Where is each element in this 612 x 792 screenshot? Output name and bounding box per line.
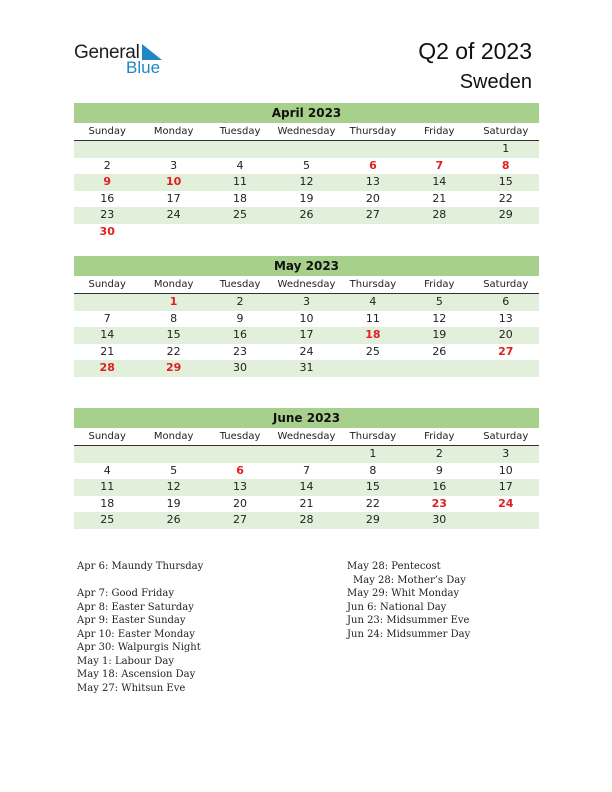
weekday-header-row bbox=[74, 123, 539, 141]
day-cell bbox=[140, 141, 206, 158]
day-cell: 30 bbox=[233, 361, 248, 375]
day-cell: 9 bbox=[103, 175, 112, 189]
day-cell: 25 bbox=[365, 344, 380, 358]
day-cell: 23 bbox=[100, 208, 115, 222]
holiday-entry: Apr 8: Easter Saturday bbox=[77, 601, 194, 613]
week-row bbox=[74, 446, 539, 463]
week-row bbox=[74, 191, 539, 208]
day-cell: 1 bbox=[369, 447, 377, 460]
holiday-entry: Apr 6: Maundy Thursday bbox=[77, 561, 204, 572]
day-cell: 12 bbox=[166, 480, 181, 494]
weekday-label: Friday bbox=[424, 126, 455, 137]
holiday-entry: May 29: Whit Monday bbox=[347, 588, 460, 599]
week-row bbox=[74, 463, 539, 480]
day-cell: 24 bbox=[166, 208, 181, 222]
day-cell: 27 bbox=[498, 344, 514, 358]
week-row bbox=[74, 158, 539, 175]
day-cell: 10 bbox=[498, 463, 513, 477]
day-cell bbox=[273, 141, 339, 158]
day-cell: 18 bbox=[365, 328, 381, 342]
weekday-label: Thursday bbox=[349, 279, 397, 290]
day-cell: 13 bbox=[233, 480, 248, 494]
day-cell: 2 bbox=[236, 295, 244, 308]
day-cell: 22 bbox=[166, 344, 181, 358]
day-cell: 1 bbox=[169, 295, 178, 308]
holiday-entry: May 27: Whitsun Eve bbox=[77, 682, 186, 694]
holiday-entry: Jun 24: Midsummer Day bbox=[347, 628, 471, 640]
day-cell: 23 bbox=[233, 344, 248, 358]
day-cell: 4 bbox=[369, 295, 377, 308]
day-cell: 9 bbox=[236, 311, 244, 325]
weekday-label: Tuesday bbox=[219, 279, 261, 290]
week-row bbox=[74, 224, 539, 241]
holiday-entry: Apr 9: Easter Sunday bbox=[77, 615, 186, 626]
day-cell: 6 bbox=[369, 158, 377, 172]
brand-logo bbox=[74, 42, 174, 78]
page-title: Q2 of 2023 bbox=[418, 38, 532, 64]
day-cell: 21 bbox=[100, 344, 115, 358]
day-cell bbox=[140, 446, 206, 463]
weekday-label: Sunday bbox=[88, 279, 126, 290]
day-cell: 20 bbox=[233, 496, 248, 510]
day-cell: 19 bbox=[166, 496, 181, 510]
weekday-label: Saturday bbox=[483, 126, 529, 137]
day-cell bbox=[207, 446, 273, 463]
weekday-label: Wednesday bbox=[277, 431, 336, 442]
day-cell: 2 bbox=[435, 447, 443, 460]
day-cell: 9 bbox=[435, 463, 443, 477]
day-cell: 6 bbox=[236, 463, 244, 477]
country-subtitle: Sweden bbox=[459, 71, 532, 93]
week-row bbox=[74, 207, 539, 224]
day-cell: 31 bbox=[299, 361, 314, 375]
day-cell: 20 bbox=[498, 328, 513, 342]
week-row bbox=[74, 360, 539, 377]
weekday-label: Tuesday bbox=[219, 126, 261, 137]
day-cell: 30 bbox=[432, 513, 447, 527]
day-cell: 10 bbox=[299, 311, 314, 325]
day-cell: 13 bbox=[498, 311, 513, 325]
day-cell: 11 bbox=[100, 480, 115, 494]
day-cell: 26 bbox=[432, 344, 447, 358]
day-cell: 30 bbox=[99, 224, 115, 238]
holiday-entry: Jun 6: National Day bbox=[347, 601, 447, 613]
day-cell: 29 bbox=[365, 513, 380, 527]
weekday-label: Thursday bbox=[349, 126, 397, 137]
day-cell: 16 bbox=[432, 480, 447, 494]
day-cell: 8 bbox=[170, 311, 178, 325]
day-cell bbox=[406, 224, 472, 241]
month-header: May 2023 bbox=[74, 256, 539, 276]
weekday-label: Friday bbox=[424, 279, 455, 290]
day-cell: 4 bbox=[103, 463, 111, 477]
day-cell: 5 bbox=[435, 295, 443, 308]
day-cell: 12 bbox=[299, 175, 314, 189]
weekday-label: Saturday bbox=[483, 279, 529, 290]
month-june bbox=[74, 408, 539, 529]
day-cell: 3 bbox=[302, 295, 310, 308]
day-cell: 26 bbox=[299, 208, 314, 222]
holiday-list-right bbox=[347, 560, 470, 641]
day-cell: 2 bbox=[103, 158, 111, 172]
day-cell: 7 bbox=[103, 311, 111, 325]
day-cell bbox=[140, 224, 206, 241]
day-cell: 27 bbox=[365, 208, 380, 222]
day-cell: 26 bbox=[166, 513, 181, 527]
week-row bbox=[74, 327, 539, 344]
day-cell: 14 bbox=[432, 175, 447, 189]
weekday-header-row bbox=[74, 428, 539, 446]
day-cell: 19 bbox=[299, 191, 314, 205]
weekday-label: Wednesday bbox=[277, 279, 336, 290]
day-cell: 25 bbox=[100, 513, 115, 527]
week-row bbox=[74, 496, 539, 513]
day-cell bbox=[74, 294, 140, 311]
day-cell: 17 bbox=[166, 191, 181, 205]
week-row bbox=[74, 141, 539, 158]
day-cell: 4 bbox=[236, 158, 244, 172]
holiday-entry: May 28: Mother’s Day bbox=[353, 574, 466, 586]
day-cell: 16 bbox=[100, 191, 115, 205]
day-cell: 21 bbox=[432, 191, 447, 205]
day-cell: 11 bbox=[365, 311, 380, 325]
day-cell: 10 bbox=[165, 175, 182, 189]
holiday-entry: Apr 7: Good Friday bbox=[77, 588, 175, 599]
day-cell: 6 bbox=[502, 295, 510, 308]
holiday-entry: May 18: Ascension Day bbox=[77, 669, 196, 680]
month-april bbox=[74, 103, 539, 241]
day-cell: 22 bbox=[365, 496, 380, 510]
week-row bbox=[74, 174, 539, 191]
weekday-label: Saturday bbox=[483, 431, 529, 442]
day-cell: 24 bbox=[299, 344, 314, 358]
day-cell: 15 bbox=[166, 328, 181, 342]
day-cell: 23 bbox=[431, 496, 447, 510]
day-cell bbox=[340, 224, 406, 241]
weekday-label: Sunday bbox=[88, 431, 126, 442]
holiday-entry: Apr 10: Easter Monday bbox=[77, 628, 195, 640]
day-cell bbox=[406, 360, 472, 377]
day-cell: 12 bbox=[432, 311, 447, 325]
month-may bbox=[74, 256, 539, 377]
day-cell: 3 bbox=[170, 158, 178, 172]
day-cell bbox=[340, 141, 406, 158]
day-cell: 5 bbox=[302, 158, 310, 172]
day-cell: 8 bbox=[369, 463, 377, 477]
day-cell: 3 bbox=[502, 447, 510, 460]
weekday-label: Monday bbox=[153, 279, 194, 290]
holiday-list-left bbox=[77, 560, 203, 695]
day-cell: 11 bbox=[233, 175, 248, 189]
day-cell: 5 bbox=[170, 463, 178, 477]
holiday-entry: May 1: Labour Day bbox=[77, 655, 174, 667]
weekday-label: Thursday bbox=[349, 431, 397, 442]
weekday-label: Monday bbox=[153, 126, 194, 137]
day-cell: 24 bbox=[498, 496, 514, 510]
day-cell: 17 bbox=[498, 480, 513, 494]
day-cell: 18 bbox=[100, 496, 115, 510]
day-cell bbox=[74, 141, 140, 158]
day-cell: 8 bbox=[501, 158, 510, 172]
day-cell bbox=[473, 360, 539, 377]
week-row bbox=[74, 311, 539, 328]
day-cell: 21 bbox=[299, 496, 314, 510]
day-cell bbox=[473, 512, 539, 529]
weekday-label: Wednesday bbox=[277, 126, 336, 137]
day-cell: 29 bbox=[165, 361, 182, 375]
week-row bbox=[74, 344, 539, 361]
day-cell: 17 bbox=[299, 328, 314, 342]
month-header: June 2023 bbox=[74, 408, 539, 428]
day-cell: 29 bbox=[498, 208, 513, 222]
month-header: April 2023 bbox=[74, 103, 539, 123]
day-cell: 18 bbox=[233, 191, 248, 205]
brand-blue-text: Blue bbox=[126, 58, 161, 77]
day-cell bbox=[406, 141, 472, 158]
day-cell: 14 bbox=[100, 328, 115, 342]
weekday-label: Monday bbox=[153, 431, 194, 442]
brand-general-text: General bbox=[74, 42, 140, 63]
week-row bbox=[74, 512, 539, 529]
day-cell: 22 bbox=[498, 191, 513, 205]
day-cell: 27 bbox=[233, 513, 248, 527]
day-cell: 14 bbox=[299, 480, 314, 494]
weekday-label: Tuesday bbox=[219, 431, 261, 442]
day-cell: 28 bbox=[99, 361, 115, 375]
day-cell bbox=[273, 446, 339, 463]
day-cell: 15 bbox=[365, 480, 380, 494]
day-cell: 1 bbox=[502, 142, 510, 155]
week-row bbox=[74, 479, 539, 496]
holiday-entry: Jun 23: Midsummer Eve bbox=[347, 615, 470, 626]
holiday-entry: Apr 30: Walpurgis Night bbox=[77, 642, 201, 653]
day-cell bbox=[74, 446, 140, 463]
weekday-header-row bbox=[74, 276, 539, 294]
day-cell: 15 bbox=[498, 175, 513, 189]
holiday-entry: May 28: Pentecost bbox=[347, 561, 441, 572]
day-cell bbox=[473, 224, 539, 241]
day-cell: 20 bbox=[365, 191, 380, 205]
day-cell: 28 bbox=[432, 208, 447, 222]
day-cell: 7 bbox=[302, 463, 310, 477]
day-cell: 16 bbox=[233, 328, 248, 342]
day-cell: 25 bbox=[233, 208, 248, 222]
week-row bbox=[74, 294, 539, 311]
weekday-label: Friday bbox=[424, 431, 455, 442]
day-cell bbox=[207, 141, 273, 158]
day-cell bbox=[207, 224, 273, 241]
day-cell bbox=[340, 360, 406, 377]
day-cell bbox=[273, 224, 339, 241]
day-cell: 7 bbox=[435, 158, 444, 172]
day-cell: 28 bbox=[299, 513, 314, 527]
weekday-label: Sunday bbox=[88, 126, 126, 137]
day-cell: 19 bbox=[432, 328, 447, 342]
day-cell: 13 bbox=[365, 175, 380, 189]
